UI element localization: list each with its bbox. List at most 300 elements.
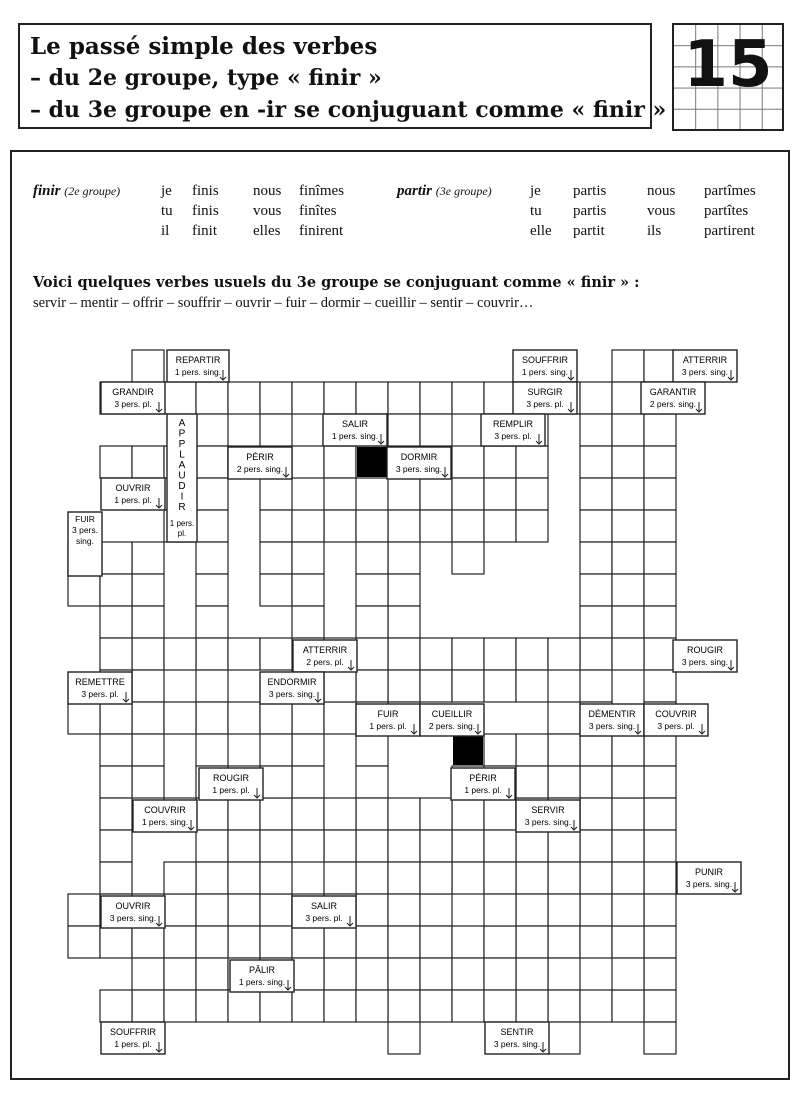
grid-cell[interactable] — [260, 510, 292, 542]
grid-cell[interactable] — [516, 766, 548, 798]
grid-cell[interactable] — [580, 414, 612, 446]
grid-cell[interactable] — [516, 446, 548, 478]
grid-cell[interactable] — [548, 862, 580, 894]
grid-cell[interactable] — [548, 734, 580, 766]
grid-cell[interactable] — [388, 574, 420, 606]
grid-cell[interactable] — [356, 542, 388, 574]
grid-cell[interactable] — [196, 606, 228, 638]
grid-cell[interactable] — [356, 766, 388, 798]
grid-cell[interactable] — [612, 862, 644, 894]
grid-cell[interactable] — [356, 382, 388, 414]
grid-cell[interactable] — [324, 510, 356, 542]
grid-cell[interactable] — [164, 382, 196, 414]
grid-cell[interactable] — [196, 382, 228, 414]
grid-cell[interactable] — [388, 894, 420, 926]
clue-box — [513, 350, 577, 382]
grid-cell[interactable] — [484, 446, 516, 478]
grid-cell[interactable] — [484, 798, 516, 830]
grid-cell[interactable] — [196, 990, 228, 1022]
grid-cell[interactable] — [612, 894, 644, 926]
grid-cell[interactable] — [100, 926, 132, 958]
grid-cell[interactable] — [132, 926, 164, 958]
grid-cell[interactable] — [644, 926, 676, 958]
grid-cell[interactable] — [324, 702, 356, 734]
conj-cell: elles — [253, 223, 281, 239]
grid-cell[interactable] — [356, 862, 388, 894]
grid-cell[interactable] — [516, 926, 548, 958]
grid-cell[interactable] — [452, 862, 484, 894]
grid-cell[interactable] — [68, 574, 100, 606]
grid-cell[interactable] — [484, 830, 516, 862]
grid-cell[interactable] — [420, 798, 452, 830]
grid-cell[interactable] — [388, 798, 420, 830]
grid-cell[interactable] — [100, 830, 132, 862]
grid-cell[interactable] — [388, 638, 420, 670]
grid-cell[interactable] — [100, 446, 132, 478]
grid-cell[interactable] — [612, 958, 644, 990]
grid-cell[interactable] — [612, 766, 644, 798]
grid-cell[interactable] — [516, 638, 548, 670]
grid-cell[interactable] — [228, 638, 260, 670]
clue-verb: SALIR — [310, 901, 338, 911]
grid-cell[interactable] — [612, 382, 644, 414]
clue-verb: OUVRIR — [115, 901, 151, 911]
grid-cell[interactable] — [100, 990, 132, 1022]
grid-cell[interactable] — [132, 702, 164, 734]
grid-cell[interactable] — [612, 542, 644, 574]
grid-cell[interactable] — [324, 830, 356, 862]
grid-cell[interactable] — [292, 702, 324, 734]
grid-cell[interactable] — [292, 958, 324, 990]
grid-cell[interactable] — [484, 638, 516, 670]
grid-cell[interactable] — [132, 606, 164, 638]
grid-cell[interactable] — [420, 638, 452, 670]
grid-cell[interactable] — [484, 478, 516, 510]
grid-cell[interactable] — [100, 862, 132, 894]
grid-cell[interactable] — [292, 798, 324, 830]
grid-cell[interactable] — [356, 830, 388, 862]
grid-cell[interactable] — [644, 830, 676, 862]
grid-cell[interactable] — [100, 766, 132, 798]
grid-cell[interactable] — [388, 510, 420, 542]
conj-cell: ils — [647, 223, 662, 239]
grid-cell[interactable] — [196, 702, 228, 734]
grid-cell[interactable] — [228, 862, 260, 894]
grid-cell[interactable] — [580, 670, 612, 702]
clue-verb: REMPLIR — [492, 419, 534, 429]
grid-cell[interactable] — [644, 446, 676, 478]
grid-cell[interactable] — [548, 958, 580, 990]
grid-cell[interactable] — [420, 670, 452, 702]
grid-cell[interactable] — [260, 862, 292, 894]
grid-cell[interactable] — [196, 414, 228, 446]
grid-cell[interactable] — [228, 702, 260, 734]
grid-cell[interactable] — [580, 862, 612, 894]
clue-letter: R — [178, 502, 186, 513]
grid-cell[interactable] — [196, 510, 228, 542]
grid-cell[interactable] — [580, 830, 612, 862]
grid-cell[interactable] — [580, 990, 612, 1022]
clue-verb: GRANDIR — [112, 387, 154, 397]
grid-cell[interactable] — [612, 574, 644, 606]
clue-letter: L — [179, 449, 185, 461]
grid-cell[interactable] — [644, 862, 676, 894]
grid-cell[interactable] — [452, 542, 484, 574]
grid-cell[interactable] — [452, 990, 484, 1022]
grid-cell[interactable] — [644, 414, 676, 446]
grid-cell[interactable] — [580, 446, 612, 478]
grid-cell[interactable] — [196, 958, 228, 990]
grid-cell[interactable] — [100, 574, 132, 606]
grid-cell[interactable] — [644, 510, 676, 542]
grid-cell[interactable] — [644, 734, 676, 766]
grid-cell[interactable] — [132, 574, 164, 606]
clue-box — [167, 350, 229, 382]
grid-cell[interactable] — [132, 958, 164, 990]
grid-cell[interactable] — [420, 862, 452, 894]
grid-cell[interactable] — [196, 798, 228, 830]
grid-cell[interactable] — [260, 830, 292, 862]
grid-cell[interactable] — [132, 542, 164, 574]
grid-cell[interactable] — [260, 990, 292, 1022]
conj-cell: finit — [192, 223, 217, 239]
grid-cell[interactable] — [388, 478, 420, 510]
grid-cell[interactable] — [164, 926, 196, 958]
grid-cell[interactable] — [452, 510, 484, 542]
grid-cell[interactable] — [164, 702, 196, 734]
grid-cell[interactable] — [452, 926, 484, 958]
grid-cell[interactable] — [420, 958, 452, 990]
grid-cell[interactable] — [516, 510, 548, 542]
clue-box — [101, 478, 165, 510]
grid-cell[interactable] — [612, 350, 644, 382]
grid-cell[interactable] — [100, 734, 132, 766]
grid-cell[interactable] — [484, 926, 516, 958]
grid-cell[interactable] — [452, 478, 484, 510]
grid-cell[interactable] — [132, 638, 164, 670]
grid-cell[interactable] — [324, 670, 356, 702]
grid-cell[interactable] — [196, 862, 228, 894]
grid-cell[interactable] — [580, 734, 612, 766]
grid-cell[interactable] — [356, 638, 388, 670]
grid-cell[interactable] — [324, 478, 356, 510]
grid-cell[interactable] — [516, 478, 548, 510]
grid-cell[interactable] — [196, 670, 228, 702]
grid-cell[interactable] — [612, 446, 644, 478]
grid-cell[interactable] — [420, 414, 452, 446]
grid-cell[interactable] — [388, 414, 420, 446]
grid-cell[interactable] — [196, 542, 228, 574]
grid-cell[interactable] — [292, 382, 324, 414]
grid-cell[interactable] — [324, 958, 356, 990]
grid-cell[interactable] — [324, 926, 356, 958]
grid-cell[interactable] — [228, 990, 260, 1022]
grid-cell[interactable] — [388, 990, 420, 1022]
grid-cell[interactable] — [548, 990, 580, 1022]
clue-box — [101, 1022, 165, 1054]
grid-cell[interactable] — [324, 862, 356, 894]
grid-cell[interactable] — [132, 670, 164, 702]
grid-cell[interactable] — [100, 638, 132, 670]
grid-cell[interactable] — [292, 510, 324, 542]
grid-cell[interactable] — [100, 542, 132, 574]
conj-cell: partirent — [704, 223, 755, 239]
grid-cell[interactable] — [644, 638, 676, 670]
grid-cell[interactable] — [324, 446, 356, 478]
grid-cell[interactable] — [292, 542, 324, 574]
grid-cell[interactable] — [580, 798, 612, 830]
grid-cell[interactable] — [292, 734, 324, 766]
grid-cell[interactable] — [644, 606, 676, 638]
grid-cell[interactable] — [292, 926, 324, 958]
grid-cell[interactable] — [484, 382, 516, 414]
grid-cell[interactable] — [516, 894, 548, 926]
grid-cell[interactable] — [260, 702, 292, 734]
grid-cell[interactable] — [612, 734, 644, 766]
grid-cell[interactable] — [356, 734, 388, 766]
grid-cell[interactable] — [484, 990, 516, 1022]
grid-cell[interactable] — [452, 382, 484, 414]
grid-cell[interactable] — [612, 990, 644, 1022]
grid-cell[interactable] — [388, 830, 420, 862]
grid-cell[interactable] — [260, 382, 292, 414]
grid-cell[interactable] — [484, 958, 516, 990]
grid-cell[interactable] — [644, 798, 676, 830]
clue-box — [199, 768, 263, 800]
conj-cell: tu — [161, 203, 173, 219]
grid-cell[interactable] — [644, 350, 676, 382]
grid-cell[interactable] — [580, 510, 612, 542]
grid-cell[interactable] — [196, 638, 228, 670]
grid-cell[interactable] — [100, 798, 132, 830]
grid-cell[interactable] — [644, 766, 676, 798]
grid-cell[interactable] — [420, 830, 452, 862]
clue-person: 1 pers. pl. — [369, 721, 407, 731]
grid-cell[interactable] — [548, 766, 580, 798]
grid-cell[interactable] — [356, 990, 388, 1022]
grid-cell[interactable] — [260, 734, 292, 766]
grid-cell[interactable] — [484, 734, 516, 766]
grid-cell[interactable] — [196, 446, 228, 478]
grid-cell[interactable] — [68, 894, 100, 926]
grid-cell[interactable] — [196, 574, 228, 606]
grid-cell[interactable] — [228, 382, 260, 414]
conj-cell: partit — [573, 223, 605, 239]
grid-cell[interactable] — [580, 926, 612, 958]
grid-cell[interactable] — [260, 766, 292, 798]
clue-text: sing. — [76, 536, 94, 546]
grid-cell[interactable] — [644, 1022, 676, 1054]
grid-cell[interactable] — [260, 574, 292, 606]
grid-cell[interactable] — [100, 606, 132, 638]
grid-cell[interactable] — [228, 926, 260, 958]
grid-cell[interactable] — [612, 606, 644, 638]
grid-cell[interactable] — [292, 830, 324, 862]
grid-cell[interactable] — [644, 894, 676, 926]
grid-cell[interactable] — [484, 894, 516, 926]
grid-cell[interactable] — [164, 862, 196, 894]
grid-cell[interactable] — [644, 670, 676, 702]
grid-cell[interactable] — [260, 926, 292, 958]
grid-cell[interactable] — [388, 382, 420, 414]
grid-cell[interactable] — [260, 894, 292, 926]
grid-cell[interactable] — [132, 766, 164, 798]
grid-cell[interactable] — [580, 382, 612, 414]
grid-cell[interactable] — [516, 734, 548, 766]
grid-cell[interactable] — [420, 990, 452, 1022]
grid-cell[interactable] — [228, 894, 260, 926]
clue-verb: SERVIR — [531, 805, 565, 815]
grid-cell[interactable] — [356, 798, 388, 830]
grid-cell[interactable] — [388, 958, 420, 990]
grid-cell[interactable] — [452, 798, 484, 830]
conj-cell: partis — [573, 203, 607, 219]
grid-cell[interactable] — [324, 990, 356, 1022]
clue-verb: CUEILLIR — [431, 709, 473, 719]
grid-cell[interactable] — [612, 926, 644, 958]
grid-cell[interactable] — [68, 926, 100, 958]
grid-cell[interactable] — [420, 510, 452, 542]
grid-cell[interactable] — [420, 894, 452, 926]
grid-cell[interactable] — [452, 670, 484, 702]
grid-cell[interactable] — [228, 798, 260, 830]
grid-cell[interactable] — [612, 830, 644, 862]
grid-cell[interactable] — [484, 510, 516, 542]
grid-cell[interactable] — [388, 862, 420, 894]
grid-cell[interactable] — [644, 990, 676, 1022]
grid-cell[interactable] — [292, 606, 324, 638]
grid-cell[interactable] — [484, 862, 516, 894]
clue-letter: P — [178, 428, 186, 440]
clue-letter: D — [178, 481, 186, 492]
grid-cell[interactable] — [292, 446, 324, 478]
grid-cell[interactable] — [516, 990, 548, 1022]
grid-cell[interactable] — [196, 926, 228, 958]
grid-cell[interactable] — [452, 830, 484, 862]
clue-verb: ROUGIR — [213, 773, 249, 783]
grid-cell[interactable] — [580, 638, 612, 670]
grid-cell[interactable] — [484, 670, 516, 702]
grid-cell[interactable] — [356, 926, 388, 958]
grid-cell[interactable] — [324, 798, 356, 830]
conj-cell: je — [530, 183, 541, 199]
grid-cell[interactable] — [420, 478, 452, 510]
grid-cell[interactable] — [612, 638, 644, 670]
conj-cell: finirent — [299, 223, 344, 239]
grid-cell[interactable] — [356, 670, 388, 702]
grid-cell[interactable] — [452, 446, 484, 478]
grid-cell[interactable] — [388, 926, 420, 958]
grid-cell[interactable] — [580, 478, 612, 510]
black-cell — [453, 735, 483, 765]
grid-cell[interactable] — [420, 926, 452, 958]
grid-cell[interactable] — [356, 606, 388, 638]
grid-cell[interactable] — [612, 798, 644, 830]
grid-cell[interactable] — [260, 478, 292, 510]
grid-cell[interactable] — [292, 574, 324, 606]
grid-cell[interactable] — [388, 1022, 420, 1054]
grid-cell[interactable] — [196, 734, 228, 766]
clue-person: 2 pers. sing. — [236, 464, 284, 474]
clue-person: 3 pers. sing. — [681, 367, 729, 377]
grid-cell[interactable] — [612, 478, 644, 510]
grid-cell[interactable] — [644, 542, 676, 574]
grid-cell[interactable] — [612, 414, 644, 446]
grid-cell[interactable] — [580, 606, 612, 638]
grid-cell[interactable] — [356, 958, 388, 990]
black-cell — [357, 447, 387, 477]
grid-cell[interactable] — [388, 670, 420, 702]
grid-cell[interactable] — [68, 702, 100, 734]
grid-cell[interactable] — [516, 958, 548, 990]
clue-verb: SOUFFRIR — [522, 355, 568, 365]
grid-cell[interactable] — [260, 414, 292, 446]
grid-cell[interactable] — [644, 958, 676, 990]
grid-cell[interactable] — [196, 894, 228, 926]
grid-cell[interactable] — [420, 382, 452, 414]
grid-cell[interactable] — [548, 1022, 580, 1054]
grid-cell[interactable] — [516, 830, 548, 862]
grid-cell[interactable] — [388, 542, 420, 574]
grid-cell[interactable] — [260, 798, 292, 830]
grid-cell[interactable] — [356, 894, 388, 926]
clue-person: 1 pers. pl. — [212, 785, 250, 795]
grid-cell[interactable] — [292, 990, 324, 1022]
grid-cell[interactable] — [228, 830, 260, 862]
grid-cell[interactable] — [132, 350, 164, 382]
grid-cell[interactable] — [196, 478, 228, 510]
grid-cell[interactable] — [644, 478, 676, 510]
clue-box — [644, 704, 708, 736]
grid-cell[interactable] — [580, 894, 612, 926]
grid-cell[interactable] — [100, 702, 132, 734]
grid-cell[interactable] — [548, 926, 580, 958]
grid-cell[interactable] — [292, 766, 324, 798]
grid-cell[interactable] — [132, 734, 164, 766]
grid-cell[interactable] — [452, 958, 484, 990]
grid-cell[interactable] — [196, 830, 228, 862]
grid-cell[interactable] — [356, 574, 388, 606]
grid-cell[interactable] — [580, 542, 612, 574]
grid-cell[interactable] — [580, 574, 612, 606]
grid-cell[interactable] — [260, 638, 292, 670]
grid-cell[interactable] — [516, 862, 548, 894]
clue-person: 3 pers. sing. — [493, 1039, 541, 1049]
clue-box — [513, 382, 577, 414]
clue-person: 3 pers. pl. — [114, 399, 152, 409]
grid-cell[interactable] — [164, 990, 196, 1022]
grid-cell[interactable] — [548, 638, 580, 670]
grid-cell[interactable] — [324, 382, 356, 414]
grid-cell[interactable] — [356, 510, 388, 542]
grid-cell[interactable] — [132, 990, 164, 1022]
grid-cell[interactable] — [164, 958, 196, 990]
grid-cell[interactable] — [612, 510, 644, 542]
grid-cell[interactable] — [132, 446, 164, 478]
grid-cell[interactable] — [580, 766, 612, 798]
grid-cell[interactable] — [644, 574, 676, 606]
grid-cell[interactable] — [548, 894, 580, 926]
clue-box — [580, 704, 644, 736]
grid-cell[interactable] — [548, 830, 580, 862]
grid-cell[interactable] — [388, 606, 420, 638]
grid-cell[interactable] — [452, 638, 484, 670]
grid-cell[interactable] — [516, 670, 548, 702]
grid-cell[interactable] — [260, 542, 292, 574]
grid-cell[interactable] — [164, 894, 196, 926]
grid-cell[interactable] — [548, 702, 580, 734]
grid-cell[interactable] — [164, 638, 196, 670]
